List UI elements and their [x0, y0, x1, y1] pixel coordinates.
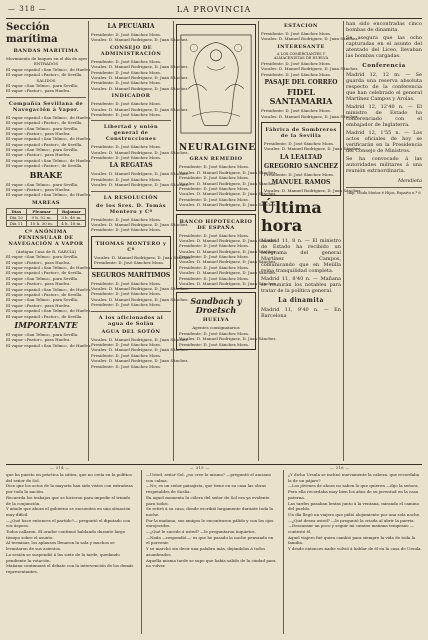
ad-box — [261, 122, 362, 197]
folio-number: — 316 — — [330, 466, 350, 470]
paragraph: Presidente: D. José Sánchez Mora. — [94, 260, 165, 266]
ad-title: LA LEALTAD — [279, 153, 323, 161]
table-header: Pleamar — [26, 208, 57, 214]
serial-paragraph: que ha puesto en práctica la sátira, que no creía en la política del señor de Sol. — [6, 472, 132, 483]
paragraph: El vapor «Pastor», para Huelva. — [6, 259, 71, 265]
paragraph: Presidente: D. José Sánchez Mora. — [91, 216, 162, 222]
paragraph: Presidente: D. José Sánchez Mora. — [261, 71, 332, 77]
paragraph: El vapor español «Pastor», de Sevilla. — [6, 270, 83, 276]
news-paragraph: Se ha convocado á las autoridades militares á una reunión extraordinaria. — [346, 156, 422, 174]
paragraph: Presidente: D. José Sánchez Mora. — [179, 164, 250, 170]
table-header: Días — [7, 208, 27, 214]
paragraph: Vocales: D. Manuel Rodríguez, D. Juan Sánchez. — [179, 259, 277, 265]
divider — [91, 120, 171, 121]
serial-paragraph: Recuerda los trabajos que se hicieron para impedir el triunfo de la conjunción. — [6, 494, 131, 506]
folio-number: — 315 — — [190, 466, 210, 470]
paragraph: Vocales: D. Manuel Rodríguez, D. Juan Sánchez. — [91, 347, 189, 353]
ad-heading: FIDEL SANTAMARIA — [269, 87, 333, 107]
serial-paragraph: —No; es un señor paisajista, que tiene en su casa las obras respetables de Sicilia. — [146, 483, 266, 495]
paragraph: Presidente: D. José Sánchez Mora. — [179, 330, 250, 336]
paragraph: Presidente: D. José Sánchez Mora. — [179, 185, 250, 191]
paragraph: Vocales: D. Manuel Rodríguez, D. Juan Sánchez. — [91, 285, 189, 291]
paragraph: El vapor «Pastor», para Huelva. — [6, 187, 71, 193]
ad-title: Sandbach y Droetsch — [190, 296, 242, 316]
serial-paragraph: —¿Qué hace entonces el partido?— preguntó el diputado con voz áspera. — [6, 517, 131, 529]
ad-title: BANCO HIPOTECARIO DE ESPAÑA — [179, 218, 253, 231]
column-rule — [343, 21, 344, 461]
paragraph: El vapor «Pastor», para Huelva. — [6, 281, 71, 287]
paragraph: Vocales: D. Manuel Rodríguez, D. Juan Sánchez. — [91, 106, 189, 112]
serial-paragraph: Un día llegó un viajero que pidió alojamiento por una sola noche. — [288, 511, 421, 517]
news-subheading: Conferencia — [362, 63, 406, 69]
column-rule — [141, 470, 142, 634]
ad-subtitle: HUELVA — [202, 317, 230, 324]
paragraph: El vapor español «Pastor», de Sevilla. — [6, 120, 83, 126]
company-name: Compañía Sevillana de Navegación á Vapor. — [8, 100, 84, 113]
serial-paragraph: Mañana continuará el debate con la intervención de los demás representantes. — [6, 563, 134, 574]
folio-number: — 314 — — [50, 466, 70, 470]
paragraph: Presidente: D. José Sánchez Mora. — [91, 227, 162, 233]
table-title: MAREAS — [32, 199, 60, 206]
agents-ad — [176, 292, 277, 350]
ad-title: THOMAS MONTERO y Cª — [95, 240, 167, 253]
paragraph: Presidente: D. José Sánchez Mora. — [179, 254, 250, 260]
section-title: Sección marítima — [6, 22, 58, 45]
news-paragraph: Madrid 11, 8 n. — El ministro de Estado ha recibido un telegrama del general Martínez Campos, comunicando que en Melilla reina tranquilidad completa. — [261, 238, 341, 275]
ad-subtitle: A LOS COMERCIANTES Y ALMACENISTAS DE HUELVA — [273, 51, 329, 61]
serial-paragraph: Todos callaron. El orador continuó hablando durante largo tiempo sobre el asunto. — [6, 529, 126, 540]
paragraph: SALIDOS — [36, 77, 56, 83]
paragraph: Vocales: D. Manuel Rodríguez, D. Juan Sánchez. — [179, 180, 277, 186]
paragraph: El vapor «San Telmo», para Sevilla. — [6, 275, 79, 281]
paragraph: El vapor «San Telmo», para Sevilla. — [6, 147, 79, 153]
news-paragraph: han sido encontradas cinco bombas de dinamita. — [346, 21, 422, 33]
serial-paragraph: Y añade que ahora el gobierno se encuentra en una situación muy difícil. — [6, 506, 131, 517]
paragraph: Presidente: D. José Sánchez Mora. — [91, 111, 162, 117]
imprint: Imp. Viuda Muñoz é Hijos, Esparto n.º 6 — [347, 191, 421, 195]
paragraph: Presidente: D. José Sánchez Mora. — [91, 280, 162, 286]
paragraph: Vocales: D. Manuel Rodríguez, D. Juan Sánchez. — [91, 149, 189, 155]
paragraph: El vapor «San Telmo», para Sevilla. — [6, 125, 79, 131]
ad-note: Agentes consignatarios — [192, 325, 240, 331]
paragraph: Presidente: D. José Sánchez Mora. — [91, 352, 162, 358]
folio-rule — [6, 464, 422, 465]
ad-heading: INTERESANTE — [277, 43, 325, 50]
paragraph: Presidente: D. José Sánchez Mora. — [264, 140, 335, 146]
ad-box — [91, 236, 192, 269]
paragraph: Vocales: D. Manuel Rodríguez, D. Juan Sánchez. — [179, 169, 277, 175]
news-subheading: La dinamita — [278, 297, 324, 305]
ad-title: Fábrica de Sombreros de la Sevilla — [265, 126, 337, 139]
news-paragraph: Madrid 11, 9'40 n. — En Barcelona — [261, 307, 341, 320]
serial-paragraph: —Nada —respondió—; es que he pasado la noche pensando en el porvenir. — [146, 534, 274, 546]
paragraph: Presidente: D. José Sánchez Mora. — [91, 69, 162, 75]
brand-name: NEURALGINE — [179, 143, 256, 154]
ad-title: LA RESOLUCIÓN — [103, 194, 159, 201]
news-paragraph: Se asegura que las ocho capturadas en el asunto del atentado del Liceo, llevaban las bombas cargadas. — [346, 35, 422, 59]
paragraph: Movimiento de buques en el día de ayer — [6, 56, 88, 61]
serial-paragraph: —Los jóvenes de ahora no saben lo que quieren —dijo la señora. — [288, 483, 419, 489]
table-header: Bajamar — [57, 208, 85, 214]
signature: Mendieta — [397, 178, 422, 184]
ad-title: Libertad y unión general de Construcciones — [103, 124, 159, 143]
column-3 — [176, 21, 277, 461]
serial-paragraph: ¿Y dicho Ursula se inclinó nuevamente la cabeza, que recordaba la de un pájaro? — [288, 472, 420, 483]
paragraph: Vocales: D. Manuel Rodríguez, D. Juan Sánchez. — [261, 66, 359, 72]
serial-paragraph: —Usted, señor Sol, ¿no cree lo mismo? —preguntó el anciano con calma. — [146, 472, 271, 483]
paragraph: Vocales: D. Manuel Rodríguez, D. Juan Sánchez. — [91, 182, 189, 188]
divider — [91, 311, 171, 312]
bank-ad — [176, 214, 277, 290]
paragraph: El vapor «Pastor», para Huelva. — [6, 302, 71, 308]
paragraph: El vapor «San Telmo», para Sevilla. — [6, 254, 79, 260]
paragraph: El vapor español «San Telmo», de Huelva. — [6, 66, 92, 72]
ad-title: SEGUROS MARÍTIMOS — [91, 271, 171, 279]
serial-paragraph: —¿Qué le sucede á usted? —le preguntaron inquietos. — [146, 529, 256, 535]
serial-paragraph: Las tardes pasaban lentas junto á la ventana, mirando el camino del pueblo. — [288, 500, 419, 512]
paragraph: Presidente: D. José Sánchez Mora. — [264, 171, 335, 177]
company-name: Cª ANÓNIMA PENINSULAR DE NAVEGACIÓN A VAPOR — [8, 228, 84, 247]
top-rule — [6, 18, 422, 19]
column-5 — [346, 21, 422, 461]
paragraph: Vocales: D. Manuel Rodríguez, D. Juan Sánchez. — [179, 336, 277, 342]
serial-paragraph: Se retiró á su casa, donde escribió largamente durante toda la noche. — [146, 506, 274, 517]
paragraph: Vocales: D. Manuel Rodríguez, D. Juan Sánchez. — [91, 358, 189, 364]
brand-subtitle: GRAN REMEDIO — [189, 156, 243, 163]
serial-paragraph: Y desde entonces nadie volvió á hablar de él en la casa de Ursula. — [288, 546, 422, 552]
paragraph: Vocales: D. Manuel Rodríguez, D. Juan Sánchez. — [179, 237, 277, 243]
paragraph: El vapor español «San Telmo», de Huelva. — [6, 157, 92, 163]
ornamental-illustration — [179, 29, 253, 139]
paragraph: El vapor español «Pastor», de Sevilla. — [6, 163, 83, 169]
paragraph: Vocales: D. Manuel Rodríguez, D. Juan Sánchez. — [264, 146, 362, 152]
notice-title: IMPORTANTE — [14, 319, 78, 330]
serial-column-1 — [6, 472, 136, 632]
paragraph: Presidente: D. José Sánchez Mora. — [91, 341, 162, 347]
paragraph: El vapor español «San Telmo», de Huelva. — [6, 308, 92, 314]
news-paragraph: Madrid 11, 8'40 n. — Mañana se reunirán los notables para tratar de la política general. — [261, 276, 341, 295]
ad-heading: ESTACION — [284, 23, 318, 29]
serial-paragraph: Dice que los actos de la mayoría han sido vistos con extrañeza por toda la nación. — [6, 483, 133, 495]
column-rule — [283, 470, 284, 634]
paragraph: Vocales: D. Manuel Rodríguez, D. Juan Sánchez. — [91, 74, 189, 80]
paragraph: El vapor español «Pastor», de Sevilla. — [6, 313, 83, 319]
latest-news-heading: Última hora — [261, 198, 322, 236]
tides-table — [6, 208, 86, 227]
paragraph: El vapor español «San Telmo», de Huelva. — [6, 286, 92, 292]
paragraph: Presidente: D. José Sánchez Mora. — [91, 155, 162, 161]
company-subtitle: (Antigua Casa de R. GARCÍA) — [16, 248, 76, 254]
paragraph: Presidente: D. José Sánchez Mora. — [91, 32, 162, 37]
column-rule — [88, 21, 89, 461]
paragraph: Vocales: D. Manuel Rodríguez, D. Juan Sánchez. — [179, 202, 277, 208]
table-row: Día 11 10 h. 30 m. 4 h. 18 m. — [7, 220, 86, 226]
paragraph: El vapor «Pastor», para Huelva. — [6, 152, 71, 158]
divider — [346, 187, 422, 188]
paragraph: Presidente: D. José Sánchez Mora. — [261, 108, 332, 114]
paragraph: El vapor «San Telmo», para Sevilla. — [6, 297, 79, 303]
neuralgine-ad — [176, 24, 277, 211]
news-paragraph: Madrid 12, 12 m. — Se guarda una reserva absoluta respecto de la conferencia que han celebrado el general Martínez Campos y Arolas. — [346, 72, 422, 102]
paragraph: Presidente: D. José Sánchez Mora. — [261, 60, 332, 66]
company-name: BANDAS MARITIMA — [13, 48, 79, 54]
paragraph: El vapor español «Pastor», de Sevilla. — [6, 291, 83, 297]
line-title: BRAKE — [29, 169, 63, 180]
divider — [91, 191, 171, 192]
paragraph: El vapor español «San Telmo», de Huelva. — [6, 192, 92, 198]
paragraph: Presidente: D. José Sánchez Mora. — [179, 232, 250, 238]
paragraph: El vapor «San Telmo», para Sevilla. — [6, 331, 79, 337]
paragraph: Presidente: D. José Sánchez Mora. — [91, 144, 162, 150]
paragraph: El vapor «Pastor», para Huelva. — [6, 337, 71, 343]
serial-paragraph: —¿Qué desea usted? —le preguntó la criada al abrir la puerta. — [288, 517, 415, 523]
paragraph: Presidente: D. José Sánchez Mora. — [179, 264, 250, 270]
paragraph: El vapor español «Pastor», de Sevilla. — [6, 72, 83, 78]
paragraph: ENTRADOS — [33, 61, 59, 67]
paragraph: Vocales: D. Manuel Rodríguez, D. Juan Sánchez. — [91, 37, 189, 43]
masthead-title: LA PROVINCIA — [176, 5, 252, 14]
page-number: — 318 — — [8, 5, 47, 13]
paragraph: Presidente: D. José Sánchez Mora. — [179, 196, 250, 202]
ad-subtitle: AGUA DEL SOTÓN — [101, 328, 161, 335]
news-paragraph: Madrid 12, 1'55 n. — Los actos oficiales de hoy se verificarán en la Presidencia del Consejo de Ministros. — [346, 130, 422, 154]
serial-paragraph: Al terminar, los aplausos llenaron la sala y muchos se levantaron de sus asientos. — [6, 540, 115, 552]
paragraph: Vocales: D. Manuel Rodríguez, D. Juan Sánchez. — [91, 64, 189, 70]
paragraph: Presidente: D. José Sánchez Mora. — [179, 243, 250, 249]
serial-paragraph: En aquel momento la cólera del señor de Sol era ya evidente para todos. — [146, 494, 270, 506]
paragraph: Vocales: D. Manuel Rodríguez, D. Juan Sánchez. — [179, 191, 277, 197]
paragraph: Presidente: D. José Sánchez Mora. — [91, 291, 162, 297]
news-paragraph: Madrid 12, 12'40 n. — El ministro de Estado ha conferenciado con el embajador de Inglaterra. — [346, 104, 422, 128]
paragraph: Vocales: D. Manuel Rodríguez, D. Juan Sánchez. — [91, 296, 189, 302]
ad-title: LA REGATAS — [109, 162, 153, 170]
paragraph: El vapor español «San Telmo», de Huelva. — [6, 342, 92, 348]
masthead — [0, 4, 428, 16]
column-4 — [261, 21, 362, 461]
paragraph: Vocales: D. Manuel Rodríguez, D. Juan Sánchez. — [261, 36, 359, 42]
paragraph: Presidente: D. José Sánchez Mora. — [91, 302, 162, 308]
paragraph: Vocales: D. Manuel Rodríguez, D. Juan Sánchez. — [179, 248, 277, 254]
table-row: Día 10 9 h. 52 m. 3 h. 40 m. — [7, 214, 86, 220]
ad-title: MANUEL RAMOS — [271, 179, 331, 187]
paragraph: El vapor español «San Telmo», de Huelva. — [6, 265, 92, 270]
serial-column-3 — [288, 472, 422, 632]
paragraph: Vocales: D. Manuel Rodríguez, D. Juan Sánchez. — [91, 336, 189, 342]
ad-heading: PASAJE DEL CORREO — [264, 79, 338, 87]
ad-heading: LA PECUARIA — [107, 23, 155, 30]
column-1 — [6, 21, 92, 461]
paragraph: Presidente: D. José Sánchez Mora. — [261, 31, 332, 36]
paragraph: Presidente: D. José Sánchez Mora. — [179, 275, 250, 281]
serial-column-2 — [146, 472, 278, 632]
paragraph: Presidente: D. José Sánchez Mora. — [91, 58, 162, 64]
serial-paragraph: Pero ella recordaba muy bien los años de su juventud en la casa paterna. — [288, 489, 419, 500]
paragraph: Vocales: D. Manuel Rodríguez, D. Juan Sánchez. — [91, 222, 189, 228]
paragraph: Vocales: D. Manuel Rodríguez, D. Juan Sánchez. — [91, 171, 189, 177]
column-rule — [173, 21, 174, 461]
paragraph: El vapor español «San Telmo», de Huelva. — [6, 136, 92, 142]
paragraph: El vapor «Pastor», para Huelva. — [6, 88, 71, 94]
column-rule — [258, 21, 259, 461]
serial-paragraph: Aquella misma tarde se supo que había salido de la ciudad para no volver. — [146, 557, 276, 569]
ad-subheading: CONSEJO DE ADMINISTRACIÓN — [100, 44, 162, 57]
paragraph: Presidente: D. José Sánchez Mora. — [179, 341, 250, 347]
serial-paragraph: —Descansar un poco y seguir mi camino mañana temprano —contestó él. — [288, 523, 414, 535]
paragraph: Vocales: D. Manuel Rodríguez, D. Juan Sánchez. — [91, 85, 189, 91]
paragraph: Presidente: D. José Sánchez Mora. — [91, 80, 162, 86]
ad-subtitle: de los Sres. D. Tomás Montero y Cª — [96, 202, 166, 215]
paragraph: Presidente: D. José Sánchez Mora. — [91, 176, 162, 182]
paragraph: Vocales: D. Manuel Rodríguez, D. Juan Sánchez. — [179, 270, 277, 276]
paragraph: Vocales: D. Manuel Rodríguez, D. Juan Sánchez. — [264, 188, 362, 194]
divider — [6, 97, 86, 98]
ad-subheading: INDICADOR — [111, 93, 151, 100]
paragraph: Vocales: D. Manuel Rodríguez, D. Juan Sánchez. — [179, 281, 277, 287]
paragraph: Presidente: D. José Sánchez Mora. — [91, 363, 162, 369]
paragraph: Presidente: D. José Sánchez Mora. — [179, 175, 250, 181]
paragraph: Vocales: D. Manuel Rodríguez, D. Juan Sánchez. — [94, 254, 192, 260]
paragraph: Vocales: D. Manuel Rodríguez, D. Juan Sánchez. — [261, 113, 359, 119]
serial-paragraph: Por la mañana, sus amigos le encontraron pálido y con los ojos enrojecidos. — [146, 517, 274, 529]
paragraph: El vapor «Pastor», para Huelva. — [6, 130, 71, 136]
paragraph: El vapor español «Pastor», de Sevilla. — [6, 141, 83, 147]
ad-title: GREGORIO SANCHEZ — [264, 162, 339, 170]
paragraph: El vapor español «San Telmo», de Huelva. — [6, 114, 92, 120]
paragraph: El vapor «San Telmo», para Sevilla. — [6, 181, 79, 187]
serial-paragraph: Y se marchó sin decir una palabra más, dejándolos á todos asombrados. — [146, 546, 266, 557]
paragraph: Presidente: D. José Sánchez Mora. — [91, 101, 162, 107]
paragraph: El vapor «San Telmo», para Sevilla. — [6, 82, 79, 88]
serial-paragraph: La sesión se suspendió á las siete de la tarde, quedando pendiente la votación. — [6, 551, 120, 563]
column-2 — [91, 21, 192, 461]
serial-paragraph: Aquel viajero fué quien cambió para siempre la vida de toda la familia. — [288, 534, 416, 546]
ad-title: A los aficionados al agua de Solán — [98, 314, 164, 327]
